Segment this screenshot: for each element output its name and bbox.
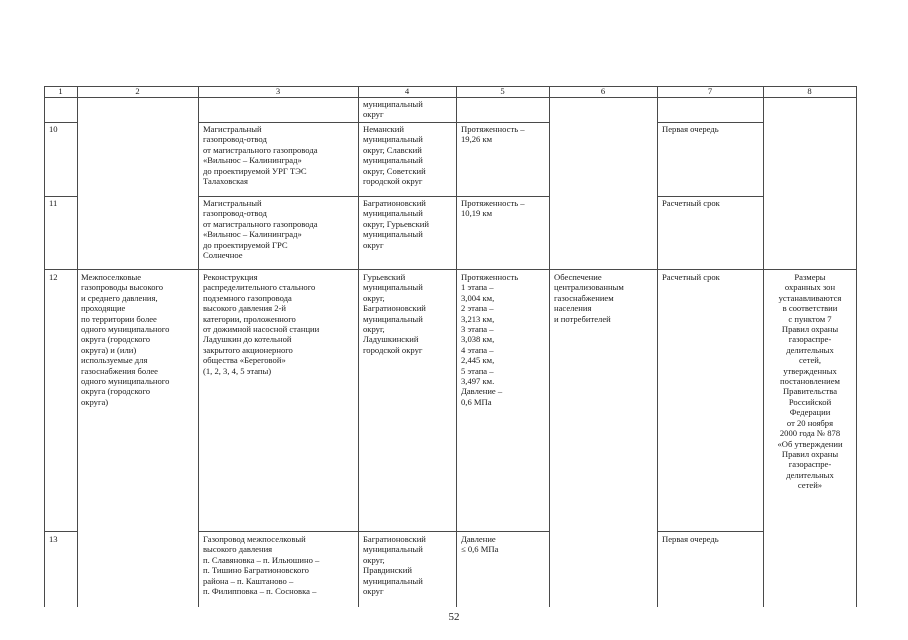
cell-row12-col5: Протяженность 1 этапа – 3,004 км, 2 этапа – 3,213 км, 3 этапа – 3,038 км, 4 этапа – 2,445 км, 5 этапа – 3,497 км. Давление – 0,6 МПа xyxy=(461,272,519,407)
cell-row13-col3: Газопровод межпоселковый высокого давления п. Славяновка – п. Ильюшино – п. Тишино Багратионовского района – п. Каштаново – п. Филипповка – п. Сосновка – xyxy=(203,534,320,597)
cell-row11-col7: Расчетный срок xyxy=(662,198,720,208)
page-number: 52 xyxy=(448,611,460,623)
cell-row13-num: 13 xyxy=(49,534,58,544)
row-rule-10 xyxy=(657,122,763,123)
column-header: 7 xyxy=(707,86,713,96)
cell-row12-col6: Обеспечение централизованным газоснабжением населения и потребителей xyxy=(554,272,624,324)
cell-row13-col4: Багратионовский муниципальный округ, Правдинский муниципальный округ xyxy=(363,534,426,597)
cell-row12-col7: Расчетный срок xyxy=(662,272,720,282)
column-header: 3 xyxy=(275,86,281,96)
cell-row11-num: 11 xyxy=(49,198,58,208)
col-rule-1 xyxy=(77,86,78,607)
col-rule-left xyxy=(44,86,45,607)
row-rule-11 xyxy=(657,196,763,197)
col-rule-4 xyxy=(456,86,457,607)
row-rule-12 xyxy=(44,269,857,270)
cell-row13-col7: Первая очередь xyxy=(662,534,719,544)
cell-row10-col5: Протяженность – 19,26 км xyxy=(461,124,525,145)
cell-row12-num: 12 xyxy=(49,272,58,282)
cell-row12-col8: Размеры охранных зон устанавливаются в соответствии с пунктом 7 Правил охраны газораспре- делительных сетей, утвержденных постановлением Правительства Российской Федерации от 20 ноября 2000 года № 878 «Об утверждении Правил охраны газораспре- делительных сетей» xyxy=(777,272,843,491)
column-header: 6 xyxy=(600,86,606,96)
cell-row12-col3: Реконструкция распределительного стального подземного газопровода высокого давления 2-й категории, проложенного от дожимной насосной станции Ладушкин до котельной закрытого акционерного общества «Береговой» (1, 2, 3, 4, 5 этапы) xyxy=(203,272,320,376)
col-rule-3 xyxy=(358,86,359,607)
cell-cont-col4: муниципальный округ xyxy=(363,99,423,120)
column-header: 8 xyxy=(807,86,812,96)
col-rule-right xyxy=(856,86,857,607)
col-rule-2 xyxy=(198,86,199,607)
cell-row11-col4: Багратионовский муниципальный округ, Гурьевский муниципальный округ xyxy=(363,198,429,250)
cell-row10-col3: Магистральный газопровод-отвод от магистрального газопровода «Вильнюс – Калининград» до проектируемой УРГ ТЭС Талаховская xyxy=(203,124,318,187)
column-header: 1 xyxy=(58,86,63,96)
row-rule-10 xyxy=(198,122,549,123)
cell-row11-col3: Магистральный газопровод-отвод от магистрального газопровода «Вильнюс – Калининград» до проектируемой ГРС Солнечное xyxy=(203,198,318,261)
column-header: 5 xyxy=(500,86,505,96)
col-rule-5 xyxy=(549,86,550,607)
cell-row13-col5: Давление ≤ 0,6 МПа xyxy=(461,534,499,555)
row-rule-13 xyxy=(44,531,77,532)
column-header: 4 xyxy=(404,86,410,96)
cell-row10-col7: Первая очередь xyxy=(662,124,719,134)
col-rule-6 xyxy=(657,86,658,607)
cell-row12-col2: Межпоселковые газопроводы высокого и среднего давления, проходящие по территории более одного муниципального округа (городского округа) и (или) используемые для газоснабжения более одного муниципального округа (городского округа) xyxy=(81,272,170,407)
row-rule-10 xyxy=(44,122,77,123)
header-rule xyxy=(44,97,857,98)
row-rule-13 xyxy=(657,531,763,532)
row-rule-11 xyxy=(44,196,77,197)
cell-row10-num: 10 xyxy=(49,124,58,134)
cell-row12-col4: Гурьевский муниципальный округ, Багратионовский муниципальный округ, Ладушкинский городской округ xyxy=(363,272,426,355)
column-header: 2 xyxy=(135,86,140,96)
cell-row10-col4: Неманский муниципальный округ, Славский муниципальный округ, Советский городской округ xyxy=(363,124,426,187)
row-rule-11 xyxy=(198,196,549,197)
cell-row11-col5: Протяженность – 10,19 км xyxy=(461,198,525,219)
row-rule-13 xyxy=(198,531,549,532)
